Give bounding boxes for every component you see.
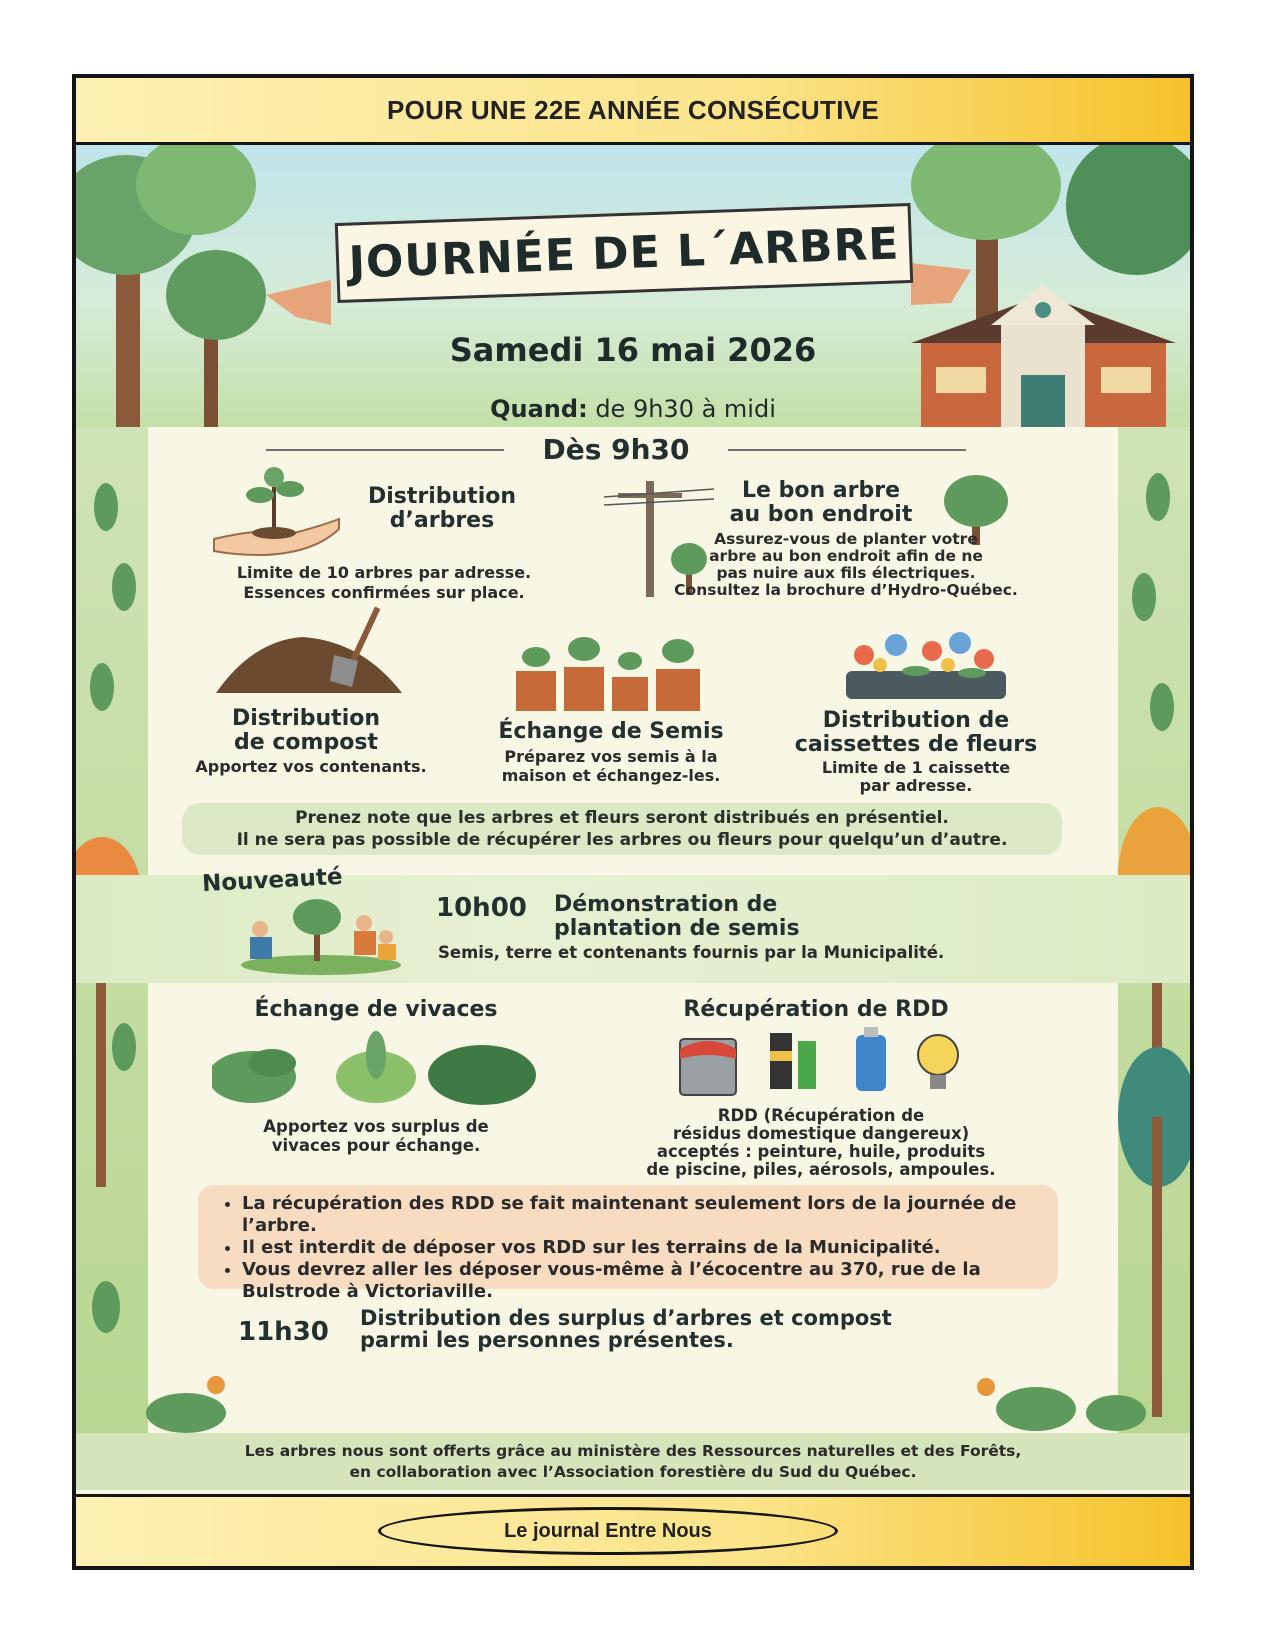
vivaces-desc: Apportez vos surplus de vivaces pour échange. (263, 1117, 489, 1155)
semis-desc: Préparez vos semis à la maison et échangez-les. (501, 747, 721, 785)
when-value: de 9h30 à midi (595, 395, 776, 423)
credits-line2: en collaboration avec l’Association forestière du Sud du Québec. (349, 1463, 917, 1481)
rdd-note-item: • La récupération des RDD se fait maintenant seulement lors de la journée de l’arbre. (242, 1193, 1058, 1237)
surplus-time: 11h30 (238, 1317, 329, 1347)
surplus-desc: Distribution des surplus d’arbres et compost parmi les personnes présentes. (360, 1306, 892, 1352)
trees-desc: Limite de 10 arbres par adresse. Essences confirmées sur place. (236, 563, 532, 602)
hero-section (76, 145, 1190, 427)
rdd-title: Récupération de RDD (683, 997, 949, 1022)
rdd-notes-list (198, 1185, 1058, 1303)
event-date: Samedi 16 mai 2026 (449, 331, 817, 369)
nouveaute-time: 10h00 (436, 893, 527, 923)
flyer-frame (72, 74, 1194, 1570)
event-details (76, 393, 1190, 427)
bottom-banner (76, 1494, 1190, 1566)
flyer-body (76, 427, 1190, 1433)
flowers-desc: Limite de 1 caissette par adresse. (821, 758, 1011, 795)
compost-desc: Apportez vos contenants. (195, 757, 427, 776)
nouveaute-title: Démonstration de plantation de semis (554, 892, 800, 941)
seedling-pots-icon (508, 627, 708, 717)
top-banner (76, 78, 1190, 145)
nouveaute-desc: Semis, terre et contenants fournis par la Municipalité. (438, 943, 945, 962)
presence-note: Prenez note que les arbres et fleurs seront distribués en présentiel. Il ne sera pas possible de récupérer les arbres ou fleurs pour quelqu’un d’autre. (182, 803, 1062, 855)
ground-plants-decoration (76, 1353, 1190, 1433)
perennials-icon (212, 1027, 542, 1117)
planting-people-icon (236, 897, 406, 977)
right-tree-title: Le bon arbre au bon endroit (729, 478, 913, 527)
nouveaute-label: Nouveauté (201, 863, 344, 898)
compost-title: Distribution de compost (231, 706, 381, 755)
credits (76, 1433, 1190, 1490)
compost-shovel-icon (212, 601, 412, 701)
divider-left (266, 449, 504, 451)
hand-seedling-icon (204, 467, 344, 557)
right-tree-desc: Assurez-vous de planter votre arbre au bon endroit afin de ne pas nuire aux fils électriques. Consultez la brochure d’Hydro-Québec. (674, 530, 1018, 599)
flowers-title: Distribution de caissettes de fleurs (794, 708, 1038, 757)
vivaces-title: Échange de vivaces (254, 997, 498, 1022)
divider-right (728, 449, 966, 451)
rdd-note-item: • Il est interdit de déposer vos RDD sur les terrains de la Municipalité. (242, 1237, 1058, 1259)
journal-name: Le journal Entre Nous (378, 1507, 838, 1555)
rdd-note-item: • Vous devrez aller les déposer vous-même à l’écocentre au 370, rue de la Bulstrode à Victoriaville. (242, 1259, 1058, 1303)
event-title: JOURNÉE DE L´ARBRE (347, 217, 901, 289)
rdd-desc: RDD (Récupération de résidus domestique dangereux) acceptés : peinture, huile, produits de piscine, piles, aérosols, ampoules. (646, 1106, 996, 1179)
hazardous-waste-icons (672, 1025, 972, 1105)
flower-box-icon (836, 615, 1016, 705)
tagline: POUR UNE 22E ANNÉE CONSÉCUTIVE (386, 94, 880, 125)
rdd-notes-box (198, 1185, 1058, 1302)
section-heading-des-9h30: Dès 9h30 (542, 433, 690, 466)
credits-line1: Les arbres nous sont offerts grâce au ministère des Ressources naturelles et des Forêts, (244, 1442, 1022, 1460)
when-label: Quand: (490, 395, 588, 423)
semis-title: Échange de Semis (498, 719, 724, 744)
trees-title: Distribution d’arbres (367, 484, 517, 533)
